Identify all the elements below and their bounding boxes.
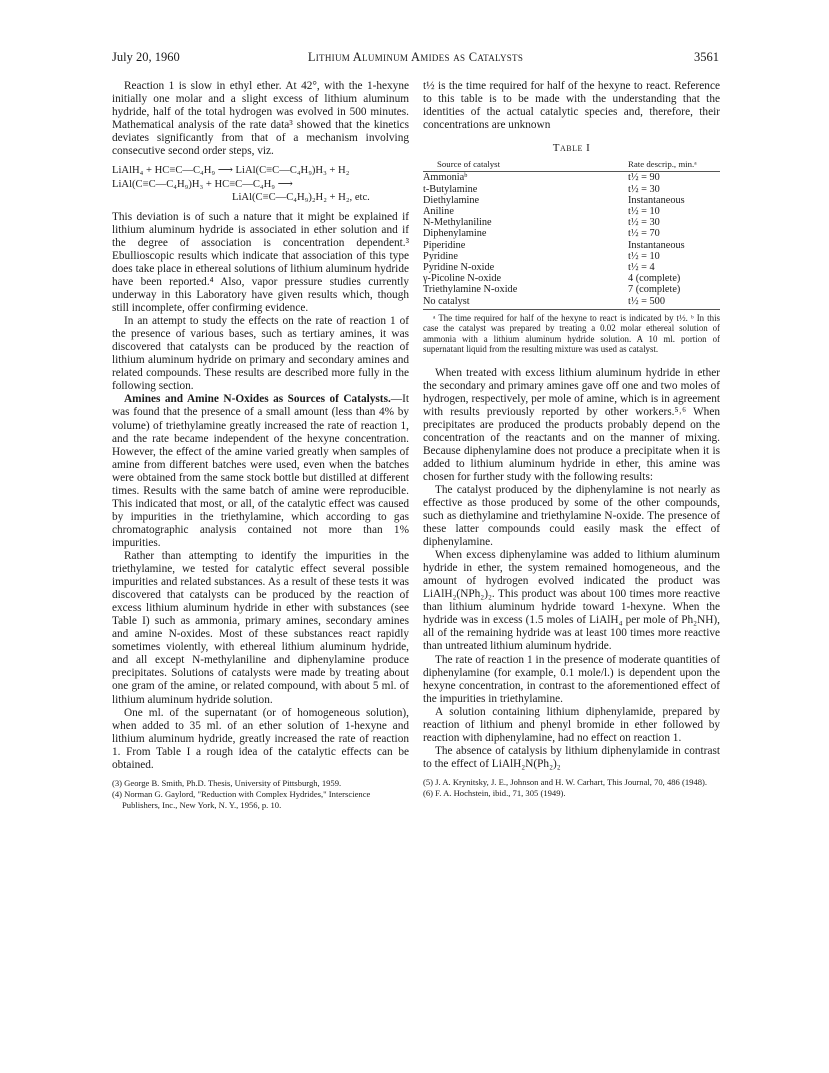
table-row bbox=[423, 172, 720, 184]
catalyst-source-cell: Aniline bbox=[423, 206, 454, 218]
catalyst-source-cell: t-Butylamine bbox=[423, 183, 478, 195]
rate-cell: t½ = 90 bbox=[628, 172, 660, 184]
rate-cell: 7 (complete) bbox=[628, 284, 681, 296]
catalyst-source-cell: Pyridine bbox=[423, 250, 458, 262]
paragraph: When treated with excess lithium aluminum hydride in ether the secondary and primary amines gave off one and two moles of hydrogen, respectively, per mole of amine, which is in agreement with results previously reported by other workers.⁵˒⁶ When precipitates are produced the products probably depend on the concentration of the reactants and on the manner of mixing. Because diphenylamine does not produce a precipitate when it is added to lithium aluminum hydride in ether, this amine was chosen for further study with the following results: bbox=[423, 366, 720, 483]
paragraph: When excess diphenylamine was added to lithium aluminum hydride in ether, the system remained homogeneous, and the amount of hydrogen evolved indicated the product was LiAlH₂(NPh₂)₂. This product was about 100 times more reactive than lithium aluminum hydride toward 1-hexyne. When the hydride was in excess (1.5 moles of LiAlH₄ per mole of Ph₂NH), all of the remaining hydride was at least 100 times more reactive than untreated lithium aluminum hydride. bbox=[423, 549, 720, 653]
header-title: Lithium Aluminum Amides as Catalysts bbox=[307, 50, 524, 64]
table-row bbox=[423, 228, 720, 239]
paragraph: Rather than attempting to identify the impurities in the triethylamine, we tested for catalytic effect several possible impurities and related substances. As a result of these tests it was discovered that catalysts can be produced by the reaction of excess lithium aluminum hydride in ether with substances (see Table I) such as ammonia, primary amines, secondary amines and amine N-oxides. Most of these substances react rapidly sometimes violently, with ethereal lithium aluminum hydride, and all except N-methylaniline and diphenylamine produce precipitates. Solutions of catalysts were made by treating about one gram of the amine, or related compound, with about 5 ml. of lithium aluminum hydride solution. bbox=[112, 550, 409, 706]
table-row bbox=[423, 251, 720, 262]
catalyst-source-cell: Diphenylamine bbox=[423, 228, 487, 240]
paragraph-text: —It was found that the presence of a small amount (less than 4% by volume) of triethylamine greatly increased the rate of reaction 1, and the rate became independent of the hexyne concentration. However, the effect of the amine varied greatly when samples of amine from different batches were used, even when the batches were obtained from the same stock bottle but distilled at different times. Results with the same batch of amine were reproducible. This indicated that most, or all, of the catalytic effect was caused by impurities in the triethylamine, which according to gas chromatographic analysis contained not more than 1% impurities. bbox=[112, 393, 409, 549]
footnotes bbox=[112, 778, 409, 811]
header-page-number: 3561 bbox=[694, 50, 719, 64]
catalyst-source-cell: Piperidine bbox=[423, 239, 466, 251]
table-row bbox=[423, 184, 720, 195]
rate-cell: Instantaneous bbox=[628, 194, 685, 206]
catalyst-source-cell: Pyridine N-oxide bbox=[423, 262, 495, 274]
table-row bbox=[423, 273, 720, 284]
rate-cell: t½ = 70 bbox=[628, 228, 660, 240]
paragraph: In an attempt to study the effects on the rate of reaction 1 of the presence of various bases, such as tertiary amines, it was discovered that catalysts can be produced by the reaction of lithium aluminum hydride on primary and secondary amines and related compounds. These results are described more fully in the following section. bbox=[112, 315, 409, 393]
catalyst-table bbox=[423, 158, 720, 310]
footnote: (4) Norman G. Gaylord, "Reduction with Complex Hydrides," Interscience Publishers, Inc., New York, N. Y., 1956, p. 10. bbox=[112, 788, 371, 810]
column-header-source: Source of catalyst bbox=[423, 158, 628, 172]
paragraph: The rate of reaction 1 in the presence of moderate quantities of diphenylamine (for example, 0.1 mole/l.) is dependent upon the hexyne concentration, in contrast to the aforementioned effect of the impurities in triethylamine. bbox=[423, 653, 720, 705]
paragraph: A solution containing lithium diphenylamide, prepared by reaction of lithium and phenyl bromide in ether followed by reaction with diphenylamine, had no effect on reaction 1. bbox=[423, 705, 720, 744]
rate-cell: t½ = 30 bbox=[628, 183, 660, 195]
table-row bbox=[423, 206, 720, 217]
header-date: July 20, 1960 bbox=[112, 50, 180, 64]
catalyst-source-cell: γ-Picoline N-oxide bbox=[423, 273, 502, 285]
table-note-text: ᵃ The time required for half of the hexyne to react is indicated by t½. ᵇ In this case the catalyst was prepared by treating a 0.02 molar ethereal solution of ammonia with a lithium aluminum hydride solution. A 10 ml. portion of supernatant liquid from the resulting mixture was used as catalyst. bbox=[423, 312, 720, 355]
catalyst-source-cell: Diethylamine bbox=[423, 194, 480, 206]
catalyst-source-cell: Triethylamine N-oxide bbox=[423, 284, 518, 296]
footnotes bbox=[423, 777, 720, 799]
catalyst-source-cell: N-Methylaniline bbox=[423, 217, 492, 229]
rate-cell: t½ = 10 bbox=[628, 206, 660, 218]
table-row bbox=[423, 240, 720, 251]
catalyst-source-cell: No catalyst bbox=[423, 296, 628, 310]
column-header-rate: Rate descrip., min.ᵃ bbox=[628, 158, 720, 172]
page-header bbox=[112, 50, 719, 66]
table-title: Table I bbox=[552, 142, 591, 155]
paragraph: The absence of catalysis by lithium diphenylamide in contrast to the effect of LiAlH₂N(Ph₂)₂ bbox=[423, 744, 720, 770]
paragraph: This deviation is of such a nature that it might be explained if lithium aluminum hydride is associated in ether solution and if the degree of association is concentration dependent.³ Ebullioscopic results which indicate that association of this type does take place in ethereal solutions of lithium aluminum hydride have been reported.⁴ Also, vapor pressure studies currently underway in this Laboratory have given results which, though still incomplete, offer confirming evidence. bbox=[112, 210, 409, 315]
catalyst-source-cell: Ammoniaᵇ bbox=[423, 172, 468, 184]
paragraph: Reaction 1 is slow in ethyl ether. At 42°, with the 1-hexyne initially one molar and a slight excess of lithium aluminum hydride, half of the total hydrogen was evolved in 500 minutes. Mathematical analysis of the rate data³ showed that the kinetics deviates significantly from that of a mechanism involving consecutive second order steps, viz. bbox=[112, 80, 409, 158]
table-row bbox=[423, 217, 720, 228]
right-column bbox=[423, 80, 720, 799]
reaction-equations bbox=[112, 164, 409, 205]
paragraph: One ml. of the supernatant (or of homogeneous solution), when added to 35 ml. of an ether solution of 1-hexyne and lithium aluminum hydride, greatly increased the rate of reaction 1. From Table I a rough idea of the catalytic effects can be obtained. bbox=[112, 706, 409, 771]
equation: LiAlH₄ + HC≡C—C₄H₉ ⟶ LiAl(C≡C—C₄H₉)H₃ + H₂ bbox=[112, 165, 350, 177]
rate-cell: t½ = 500 bbox=[628, 296, 720, 310]
left-column bbox=[112, 80, 409, 811]
table-footnote bbox=[423, 313, 720, 355]
paragraph bbox=[112, 393, 409, 550]
rate-cell: t½ = 10 bbox=[628, 250, 660, 262]
paragraph: The catalyst produced by the diphenylamine is not nearly as effective as those produced by some of the other compounds, such as diethylamine and triethylamine N-oxide. The presence of these latter compounds could easily mask the effect of diphenylamine. bbox=[423, 483, 720, 549]
footnote: (3) George B. Smith, Ph.D. Thesis, University of Pittsburgh, 1959. bbox=[112, 777, 342, 788]
table-row bbox=[423, 296, 720, 310]
footnote: (6) F. A. Hochstein, ibid., 71, 305 (1949). bbox=[423, 787, 566, 798]
table-row bbox=[423, 195, 720, 206]
equation: LiAl(C≡C—C₄H₉)₂H₂ + H₂, etc. bbox=[232, 192, 370, 204]
paragraph: t½ is the time required for half of the hexyne to react. Reference to this table is to be made with the understanding that the identities of the actual catalytic species and, therefore, their concentrations are unknown bbox=[423, 80, 720, 132]
footnote: (5) J. A. Krynitsky, J. E., Johnson and H. W. Carhart, This Journal, 70, 486 (1948). bbox=[423, 776, 708, 787]
rate-cell: Instantaneous bbox=[628, 239, 685, 251]
rate-cell: 4 (complete) bbox=[628, 273, 681, 285]
rate-cell: t½ = 30 bbox=[628, 217, 660, 229]
section-heading: Amines and Amine N-Oxides as Sources of Catalysts. bbox=[124, 393, 391, 406]
equation: LiAl(C≡C—C₄H₉)H₃ + HC≡C—C₄H₉ ⟶ bbox=[112, 178, 293, 190]
rate-cell: t½ = 4 bbox=[628, 262, 655, 274]
table-row bbox=[423, 262, 720, 273]
table-row bbox=[423, 284, 720, 295]
